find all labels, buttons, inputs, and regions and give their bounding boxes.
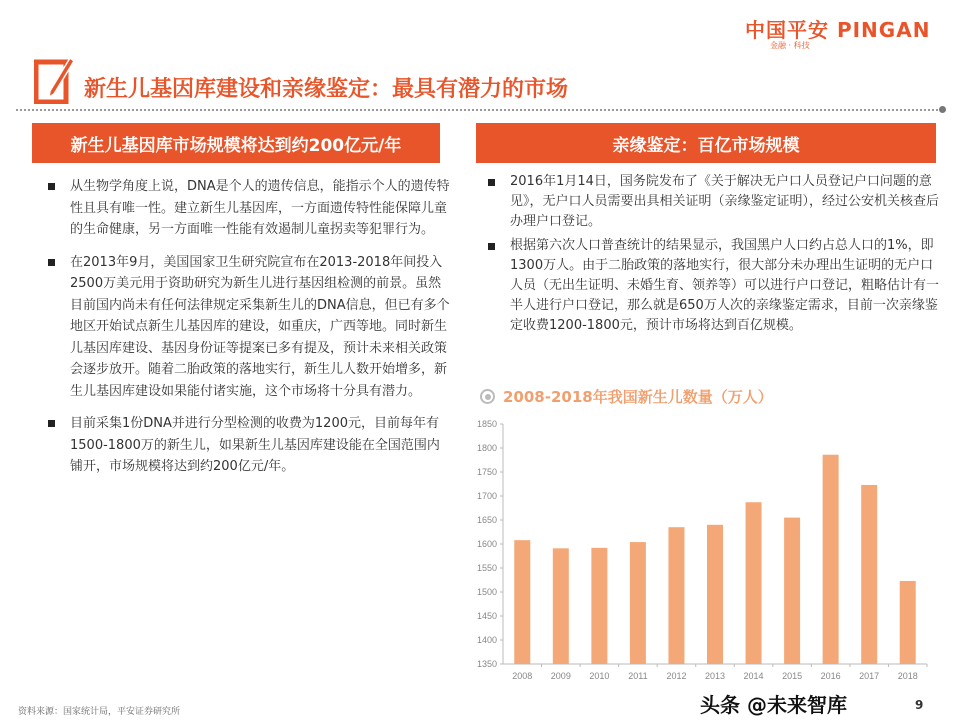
list-item: 在2013年9月，美国国家卫生研究院宣布在2013-2018年间投入2500万美元用于资助研究为新生儿进行基因组检测的前景。虽然目前国内尚未有任何法律规定采集新生儿的DNA信息，但已有多个地区开始试点新生儿基因库的建设，如重庆，广西等地。同时新生儿基因库建设、基因身份证等提案已多有提及，预计未来相关政策会逐步放开。随着二胎政策的落地实行，新生儿人数开始增多，新生儿基因库建设如果能付诸实施，这个市场将十分具有潜力。 [40, 252, 450, 403]
y-tick-label: 1600 [476, 539, 497, 549]
title-divider [16, 109, 942, 111]
x-tick-label: 2016 [820, 671, 841, 681]
bar-2010 [591, 548, 607, 664]
x-tick-label: 2011 [628, 671, 648, 681]
right-bullet-list [480, 172, 944, 336]
y-tick-label: 1500 [476, 587, 497, 597]
chart-title-text: 2008-2018年我国新生儿数量（万人） [503, 388, 773, 406]
bar-2016 [823, 455, 839, 664]
left-bullet-list [40, 176, 450, 489]
x-tick-label: 2013 [704, 671, 726, 681]
bar-2018 [900, 581, 916, 664]
x-tick-label: 2018 [897, 671, 918, 681]
bar-2017 [861, 485, 877, 664]
left-section-header: 新生儿基因库市场规模将达到约200亿元/年 [32, 123, 440, 163]
list-item: 2016年1月14日，国务院发布了《关于解决无户口人员登记户口问题的意见》，无户口人员需要出具相关证明（亲缘鉴定证明），经过公安机关核查后办理户口登记。 [480, 172, 944, 232]
divider-dot [939, 106, 946, 113]
bar-2013 [707, 525, 723, 664]
page-number: 9 [915, 698, 924, 712]
bar-2008 [514, 540, 530, 664]
pingan-logo: 中国平安 PINGAN [745, 18, 931, 42]
bar-2009 [553, 548, 569, 664]
list-item: 从生物学角度上说，DNA是个人的遗传信息，能指示个人的遗传特性且具有唯一性。建立新生儿基因库，一方面遗传特性能保障儿童的生命健康，另一方面唯一性能有效遏制儿童拐卖等犯罪行为。 [40, 176, 450, 241]
source-note: 资料来源：国家统计局，平安证券研究所 [18, 707, 181, 717]
bar-2015 [784, 518, 800, 664]
y-tick-label: 1400 [476, 635, 497, 645]
y-tick-label: 1700 [476, 491, 497, 501]
list-item: 目前采集1份DNA并进行分型检测的收费为1200元，目前每年有1500-1800万的新生儿，如果新生儿基因库建设能在全国范围内铺开，市场规模将达到约200亿元/年。 [40, 413, 450, 478]
x-tick-label: 2009 [550, 671, 571, 681]
target-bullet-icon [480, 389, 495, 404]
x-tick-label: 2010 [589, 671, 610, 681]
page-title: 新生儿基因库建设和亲缘鉴定：最具有潜力的市场 [84, 77, 569, 102]
bar-2011 [630, 542, 646, 664]
x-tick-label: 2014 [743, 671, 764, 681]
y-tick-label: 1650 [476, 515, 497, 525]
y-tick-label: 1750 [476, 467, 497, 477]
y-tick-label: 1850 [476, 419, 497, 429]
x-tick-label: 2015 [782, 671, 803, 681]
chart-title [480, 386, 773, 407]
bar-2014 [746, 502, 762, 664]
x-tick-label: 2012 [666, 671, 687, 681]
y-tick-label: 1800 [476, 443, 497, 453]
logo-tagline: 金融 · 科技 [770, 41, 810, 50]
y-tick-label: 1550 [476, 563, 497, 573]
bar-2012 [668, 527, 684, 664]
newborn-bar-chart [464, 410, 944, 686]
y-tick-label: 1450 [476, 611, 497, 621]
watermark: 头条 @未来智库 [700, 693, 847, 717]
x-tick-label: 2017 [859, 671, 880, 681]
list-item: 根据第六次人口普查统计的结果显示，我国黑户人口约占总人口的1%，即1300万人。由于二胎政策的落地实行，很大部分未办理出生证明的无户口人员（无出生证明、未婚生育、领养等）可以进行户口登记，粗略估计有一半人进行户口登记，那么就是650万人次的亲缘鉴定需求，目前一次亲缘鉴定收费1200-1800元，预计市场将达到百亿规模。 [480, 236, 944, 336]
y-tick-label: 1350 [476, 659, 497, 669]
right-section-header: 亲缘鉴定：百亿市场规模 [476, 123, 936, 163]
edit-pencil-icon [34, 56, 74, 104]
x-tick-label: 2008 [512, 671, 533, 681]
